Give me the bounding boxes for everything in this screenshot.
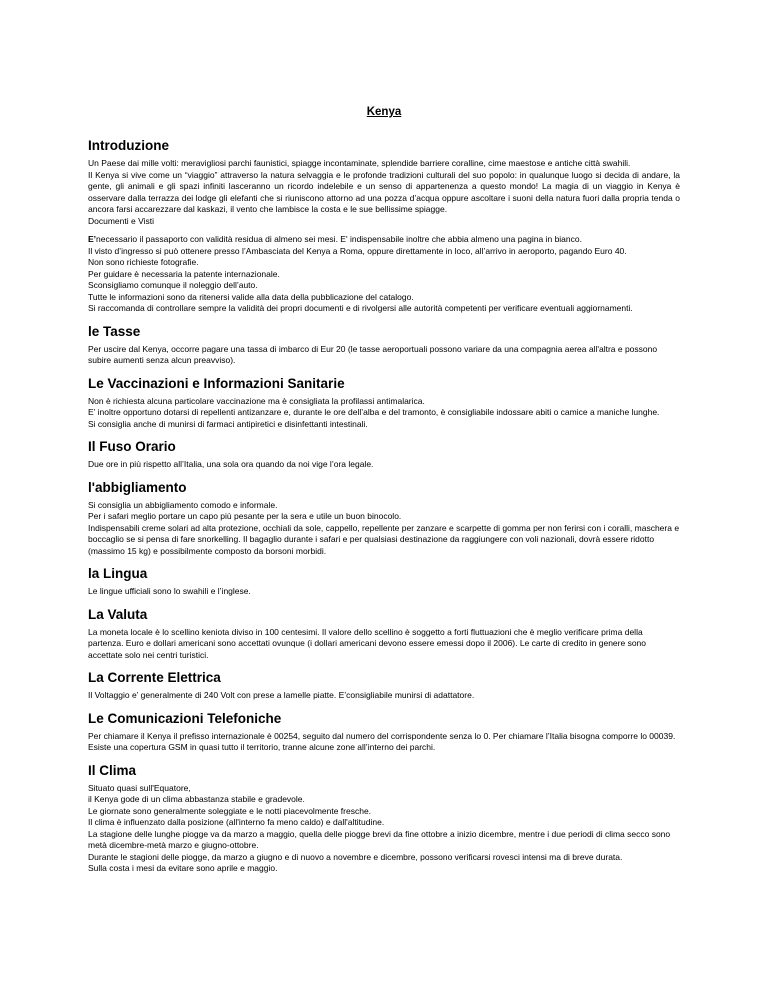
section-clima <box>88 762 680 875</box>
corrente-elettrica-paragraph-1: Il Voltaggio e’ generalmente di 240 Volt con prese a lamelle piatte. E’consigliabile munirsi di adattatore. <box>88 690 475 700</box>
section-tasse <box>88 323 680 367</box>
section-comunicazioni-telefoniche <box>88 710 680 754</box>
documenti-body <box>88 234 680 315</box>
section-heading-lingua: la Lingua <box>88 566 148 581</box>
tasse-paragraph-1: Per uscire dal Kenya, occorre pagare una tassa di imbarco di Eur 20 (le tasse aeroportuali possono variare da una compagnia aerea all'altra e possono subire aumenti senza alcun preavviso). <box>88 343 658 365</box>
vaccinazioni-paragraph-1: Non è richiesta alcuna particolare vaccinazione ma è consigliata la profilassi antimalarica. <box>88 395 425 406</box>
section-heading-comunicazioni-telefoniche: Le Comunicazioni Telefoniche <box>88 710 282 726</box>
document-page <box>88 105 680 883</box>
clima-paragraph-2: il Kenya gode di un clima abbastanza stabile e gradevole. <box>88 794 305 804</box>
section-heading-valuta: La Valuta <box>88 606 148 622</box>
comunicazioni-paragraph-2: Esiste una copertura GSM in quasi tutto il territorio, tranne alcune zone all’interno dei parchi. <box>88 742 436 752</box>
clima-paragraph-6: Durante le stagioni delle piogge, da marzo a giugno e di nuovo a novembre e dicembre, possono verificarsi rovesci intensi ma di breve durata. <box>88 851 623 862</box>
clima-paragraph-4: Il clima è influenzato dalla posizione (all'interno fa meno caldo) e dall'altitudine. <box>88 817 385 827</box>
fuso-orario-paragraph-1: Due ore in più rispetto all’Italia, una sola ora quando da noi vige l’ora legale. <box>88 459 374 469</box>
section-corrente-elettrica <box>88 669 680 702</box>
section-valuta <box>88 606 680 662</box>
section-heading-clima: Il Clima <box>88 762 137 778</box>
section-introduzione <box>88 137 680 315</box>
documenti-paragraph-5: Sconsigliamo comunque il noleggio dell’auto. <box>88 280 258 290</box>
documenti-paragraph-6: Tutte le informazioni sono da ritenersi valide alla data della pubblicazione del catalogo. <box>88 291 414 302</box>
document-title: Kenya <box>366 106 402 118</box>
documenti-paragraph-1-text: necessario il passaporto con validità residua di almeno sei mesi. E' indispensabile inoltre che abbia almeno una pagina in bianco. <box>96 234 582 244</box>
section-heading-corrente-elettrica: La Corrente Elettrica <box>88 670 221 685</box>
section-abbigliamento <box>88 479 680 558</box>
comunicazioni-paragraph-1: Per chiamare il Kenya il prefisso internazionale è 00254, seguito dal numero del corrispondente senza lo 0. Per chiamare l’Italia bisogna comporre lo 00039. <box>88 730 676 741</box>
clima-paragraph-5: La stagione delle lunghe piogge va da marzo a maggio, quella delle piogge brevi da fine ottobre a inizio dicembre, mentre i due periodi di clima secco sono metà dicembre-metà marzo e giugno-ottobre. <box>88 828 671 850</box>
clima-paragraph-7: Sulla costa i mesi da evitare sono aprile e maggio. <box>88 863 278 873</box>
valuta-paragraph-1: La moneta locale è lo scellino keniota diviso in 100 centesimi. Il valore dello scellino è soggetto a forti fluttuazioni che è meglio verificare prima della partenza. Euro e dollari americani sono accettati ovunque (i dollari americani devono essere emessi dopo il 2006). Le carte di credito in genere sono accettate solo nei centri turistici. <box>88 626 647 660</box>
documenti-paragraph-7: Si raccomanda di controllare sempre la validità dei propri documenti e di rivolgersi alle autorità competenti per verificare eventuali aggiornamenti. <box>88 303 633 313</box>
section-heading-fuso-orario: Il Fuso Orario <box>88 439 176 454</box>
documenti-paragraph-1 <box>88 234 680 246</box>
documenti-paragraph-3: Non sono richieste fotografie. <box>88 257 199 267</box>
clima-paragraph-1: Situato quasi sull'Equatore, <box>88 782 191 793</box>
introduzione-paragraph-2: Il Kenya si vive come un “viaggio” attraverso la natura selvaggia e le profonde tradizioni culturali del suo popolo: in qualunque luogo si decida di andare, la gente, gli animali e gli spazi infiniti lasceranno un ricordo indelebile e un senso di appartenenza a questo mondo! La magia di un viaggio in Kenya è osservare dalla terrazza dei lodge gli elefanti che si riuniscono attorno ad una pozza d’acqua oppure ascoltare i suoni della natura fuori dalla propria tenda o ancora farsi accarezzare dal kaskazi, il vento che lambisce la costa e le sue bellissime spiagge. <box>88 169 680 214</box>
abbigliamento-paragraph-2: Per i safari meglio portare un capo più pesante per la sera e utile un buon binocolo. <box>88 511 402 521</box>
section-lingua <box>88 565 680 598</box>
section-fuso-orario <box>88 438 680 471</box>
introduzione-body <box>88 158 680 227</box>
lingua-paragraph-1: Le lingue ufficiali sono lo swahili e l’inglese. <box>88 586 251 596</box>
documenti-paragraph-2: Il visto d’ingresso si può ottenere presso l’Ambasciata del Kenya a Roma, oppure direttamente in loco, all’arrivo in aeroporto, pagando Euro 40. <box>88 245 627 256</box>
abbigliamento-paragraph-1: Si consiglia un abbigliamento comodo e informale. <box>88 499 278 510</box>
section-heading-abbigliamento: l'abbigliamento <box>88 479 187 495</box>
vaccinazioni-paragraph-2: E’ inoltre opportuno dotarsi di repellenti antizanzare e, durante le ore dell’alba e del tramonto, è consigliabile indossare abiti o camice a maniche lunghe. <box>88 407 660 417</box>
section-heading-introduzione: Introduzione <box>88 138 169 153</box>
documenti-lead-word: E’ <box>88 234 97 244</box>
documenti-paragraph-4: Per guidare è necessaria la patente internazionale. <box>88 268 280 279</box>
section-vaccinazioni <box>88 375 680 431</box>
introduzione-paragraph-3: Documenti e Visti <box>88 215 154 226</box>
abbigliamento-paragraph-3: Indispensabili creme solari ad alta protezione, occhiali da sole, cappello, repellente per zanzare e scarpette di gomma per non ferirsi con i coralli, maschera e boccaglio se si pensa di fare snorkelling. Il bagaglio durante i safari e per qualsiasi destinazione da raggiungere con voli nazionali, dovrà essere ridotto (massimo 15 kg) e possibilmente composto da borsoni morbidi. <box>88 522 680 556</box>
vaccinazioni-paragraph-3: Si consiglia anche di munirsi di farmaci antipiretici e disinfettanti intestinali. <box>88 418 368 429</box>
clima-paragraph-3: Le giornate sono generalmente soleggiate e le notti piacevolmente fresche. <box>88 805 372 816</box>
introduzione-paragraph-1: Un Paese dai mille volti: meravigliosi parchi faunistici, spiagge incontaminate, splendide barriere coralline, cime maestose e antiche città swahili. <box>88 158 631 168</box>
section-heading-tasse: le Tasse <box>88 323 141 339</box>
section-heading-vaccinazioni: Le Vaccinazioni e Informazioni Sanitarie <box>88 375 345 391</box>
